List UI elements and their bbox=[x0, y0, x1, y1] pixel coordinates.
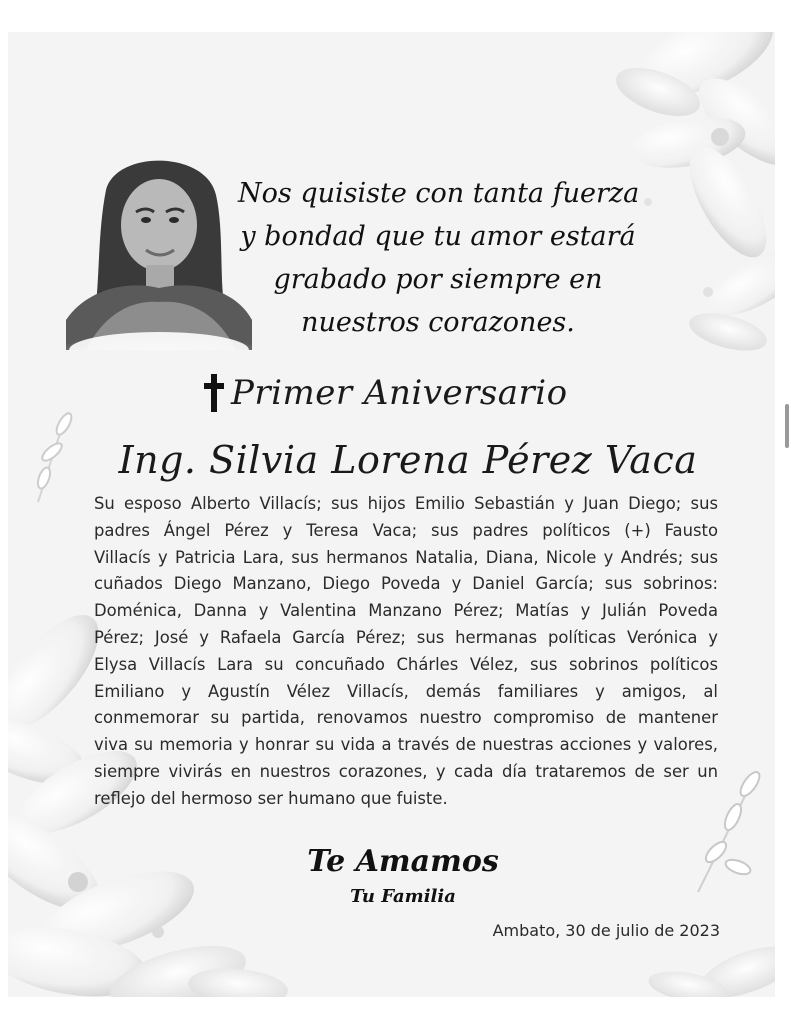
message-line: padres Ángel Pérez y Teresa Vaca; sus padres políticos (+) Fausto bbox=[94, 520, 718, 540]
message-line: Doménica, Danna y Valentina Manzano Pérez; Matías y Julián Poveda bbox=[94, 601, 718, 621]
portrait-photo bbox=[66, 150, 252, 350]
message-line: cuñados Diego Manzano, Diego Poveda y Daniel García; sus sobrinos: bbox=[94, 574, 718, 594]
scroll-indicator[interactable] bbox=[785, 404, 789, 448]
message-line: Pérez; José y Rafaela García Pérez; sus hermanas políticas Verónica y bbox=[94, 627, 718, 647]
message-line: Emiliano y Agustín Vélez Villacís, demás familiares y amigos, al bbox=[94, 681, 718, 701]
latin-cross-icon bbox=[203, 372, 225, 414]
date-line: Ambato, 30 de julio de 2023 bbox=[492, 921, 720, 940]
signoff: Te Amamos bbox=[307, 844, 499, 879]
family-message bbox=[94, 491, 718, 813]
quote-line: grabado por siempre en bbox=[273, 264, 603, 295]
anniversary-text: Primer Aniversario bbox=[231, 373, 568, 413]
message-line: Elysa Villacís Lara su concuñado Chárles Vélez, sus sobrinos políticos bbox=[94, 654, 718, 674]
message-line: siempre vivirás en nuestros corazones, y cada día trataremos de ser un bbox=[94, 761, 718, 781]
memorial-card bbox=[8, 32, 775, 997]
quote-line: y bondad que tu amor estará bbox=[240, 221, 636, 252]
signoff-from: Tu Familia bbox=[350, 886, 456, 907]
flower-bottom-right bbox=[646, 936, 775, 997]
message-line: Villacís y Patricia Lara, sus hermanos Natalia, Diana, Nicole y Andrés; sus bbox=[94, 547, 718, 567]
message-line: Su esposo Alberto Villacís; sus hijos Emilio Sebastián y Juan Diego; sus bbox=[94, 494, 718, 513]
message-line: viva su memoria y honrar su vida a través de nuestras acciones y valores, bbox=[94, 735, 718, 755]
message-line: conmemorar su partida, renovamos nuestro compromiso de mantener bbox=[94, 708, 718, 728]
quote-line: Nos quisiste con tanta fuerza bbox=[238, 178, 640, 209]
message-line: reflejo del hermoso ser humano que fuiste. bbox=[94, 788, 448, 808]
memorial-quote bbox=[238, 172, 638, 344]
quote-line: nuestros corazones. bbox=[301, 307, 575, 338]
deceased-name: Ing. Silvia Lorena Pérez Vaca bbox=[118, 438, 698, 482]
anniversary-heading bbox=[203, 368, 623, 418]
